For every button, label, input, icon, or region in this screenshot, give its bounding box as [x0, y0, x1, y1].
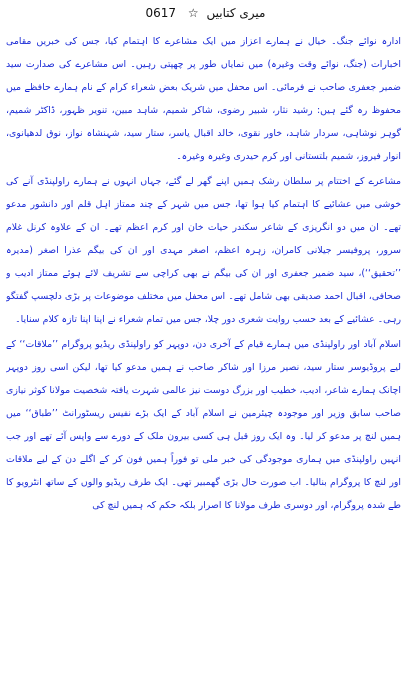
page-body	[6, 30, 401, 695]
star-icon: ☆	[187, 6, 199, 20]
paragraph-3: اسلام آباد اور راولپنڈی میں ہمارے قیام کے آخری دن، دوپہر کو راولپنڈی ریڈیو پروگرام ’’ملاقات‘‘ کے لیے پروڈیوسر ستار سید، نصیر مرزا اور شاکر صاحب نے ہمیں مدعو کیا تھا، لیکن اسی روز دوپہر اچانک ہمارے شاعر، ادیب، خطیب اور بزرگ دوست نیز عالمی شہرت یافتہ شخصیت مولانا کوثر نیازی صاحب سابق وزیر اور موجودہ چیئرمین نے اسلام آباد کے ایک بڑے نفیس ریسٹورانٹ ’’طباق‘‘ میں ہمیں لنچ پر مدعو کر لیا۔ وہ ایک روز قبل ہی کسی بیرون ملک کے دورے سے واپس آئے تھے اور جب انہیں راولپنڈی میں ہماری موجودگی کی خبر ملی تو فوراً ہمیں فون کر کے اگلے دن کے لیے ملاقات اور لنچ کا پروگرام بنالیا۔ اب صورت حال بڑی گھمبیر تھی۔ ایک طرف ریڈیو والوں کے ساتھ انٹرویو کا طے شدہ پروگرام، اور دوسری طرف مولانا کا اصرار بلکہ حکم کہ ہمیں لنچ کی	[6, 339, 401, 511]
book-title: میری کتابیں	[206, 6, 266, 20]
paragraph-1: ادارہ نوائے جنگ۔ خیال نے ہمارے اعزاز میں ایک مشاعرے کا اہتمام کیا، جس کی خبریں مقامی اخبارات (جنگ، نوائے وقت وغیرہ) میں نمایاں طور پر چھپتی رہیں۔ اس مشاعرے کی صدارت سید ضمیر جعفری صاحب نے فرمائی۔ اس محفل میں شریک بعض شعراء کرام کے نام ہمارے حافظے میں محفوظ رہ گئے ہیں: رشید نثار، شبیر رضوی، شاکر شمیم، شاہد مبین، تنویر ظہور، ڈاکٹر شمیم، گوہر نوشاہی، سردار شاہد، خاور نقوی، خالد اقبال یاسر، ستار سید، شہنشاہ نواز، نوق لدھیانوی، انوار فیروز، شمیم بلتستانی اور کرم حیدری وغیرہ وغیرہ۔	[6, 36, 401, 162]
page-number: 0617	[145, 6, 177, 20]
paragraph-2: مشاعرے کے اختتام پر سلطان رشک ہمیں اپنے گھر لے گئے، جہاں انہوں نے ہمارے راولپنڈی آنے کی خوشی میں عشائیے کا اہتمام کیا ہوا تھا، جس میں شہر کے چند ممتاز اہل قلم اور دانشور مدعو تھے۔ ان میں دو انگریزی کے شاعر سکندر حیات خان اور کرم اعظم تھے۔ ان کے علاوہ کرنل غلام سرور، پروفیسر جیلانی کامران، زہرہ اعظم، اصغر مہدی اور ان کی بیگم عذرا اصغر (مدیرہ ’’تحقیق‘‘)، سید ضمیر جعفری اور ان کی بیگم نے بھی کراچی سے تشریف لائے ہوئے ممتاز ادیب و صحافی، اقبال احمد صدیقی بھی شامل تھے۔ اس محفل میں مختلف موضوعات پر بڑی دلچسپ گفتگو رہی۔ عشائیے کے بعد حسب روایت شعری دور چلا، جس میں تمام شعراء نے اپنا اپنا تازہ کلام سنایا۔	[6, 176, 401, 325]
page-header	[0, 6, 407, 20]
